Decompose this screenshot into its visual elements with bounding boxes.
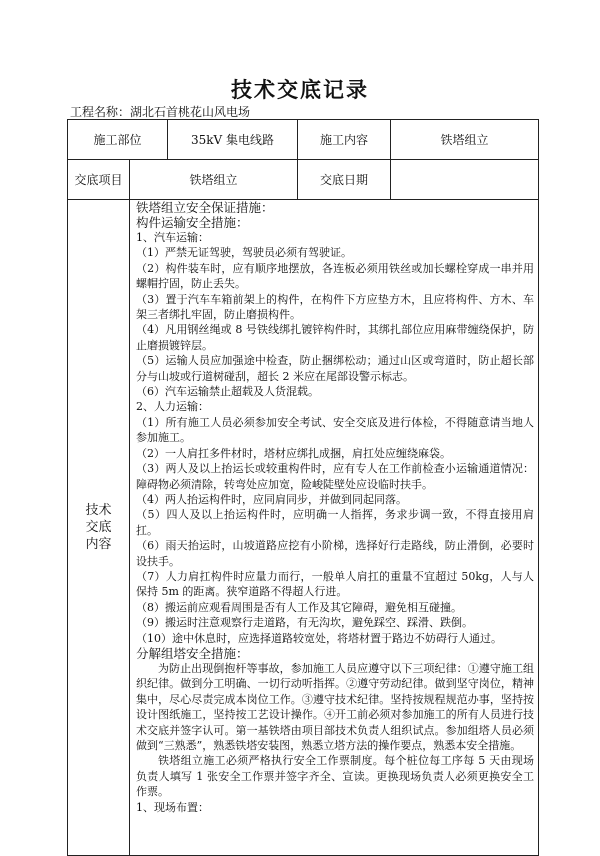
content-paragraph: （1）所有施工人员必须参加安全考试、安全交底及进行体检，不得随意请当地人参加施工。 <box>136 415 535 445</box>
content-paragraph: （6）汽车运输禁止超载及人货混载。 <box>136 385 319 399</box>
section-heading: 铁塔组立安全保证措施： <box>136 200 274 215</box>
table-row <box>68 200 539 856</box>
content-paragraph: （8）搬运前应观看周围是否有人工作及其它障碍，避免相互碰撞。 <box>136 600 462 614</box>
content-paragraph: （2）构件装车时，应有顺序地摆放，各连板必须用铁丝或加长螺栓穿成一串并用螺帽拧固，防止丢失。 <box>136 261 535 291</box>
content-paragraph: （1）严禁无证驾驶，驾驶员必须有驾驶证。 <box>136 246 352 260</box>
content-paragraph: （6）雨天抬运时，山坡道路应挖有小阶梯，选择好行走路线，防止滑倒，必要时设扶手。 <box>136 539 535 568</box>
content-paragraph: 为防止出现倒抱杆等事故，参加施工人员应遵守以下三项纪律：①遵守施工组织纪律。做到分工明确、一切行动听指挥。②遵守劳动纪律。做到坚守岗位，精神集中，尽心尽责完成本岗位工作。③遵守技术纪律。坚持按规程规范办事，坚持按设计图纸施工，坚持按工艺设计操作。④开工前必须对参加施工的所有人员进行技术交底并签字认可。第一基铁塔由项目部技术负责人组织试点。参加组塔人员必须做到“三熟悉”，熟悉铁塔安装图，熟悉立塔方法的操作要点，熟悉本安全措施。 <box>136 661 535 752</box>
content-paragraph: （5）四人及以上抬运构件时，应明确一人指挥，务求步调一致，不得直接用肩扛。 <box>136 508 535 537</box>
content-side-label <box>68 200 130 856</box>
date-label-cell: 交底日期 <box>298 160 391 200</box>
content-paragraph: （9）搬运时注意观察行走道路，有无沟坎，避免踩空、踩滑、跌倒。 <box>136 616 473 630</box>
section-heading: 构件运输安全措施： <box>136 215 249 230</box>
dept-label-cell: 施工部位 <box>68 120 168 160</box>
content-paragraph: 1、现场布置： <box>136 800 209 814</box>
content-paragraph: （10）途中休息时，应选择道路较宽处，将塔材置于路边不妨碍行人通过。 <box>136 631 502 645</box>
content-cell <box>130 200 539 856</box>
table-row <box>68 120 539 160</box>
document-title: 技术交底记录 <box>231 78 369 102</box>
handover-table <box>67 119 539 856</box>
date-value-cell <box>391 160 539 200</box>
content-paragraph: （7）人力肩扛构件时应量力而行，一般单人肩扛的重量不宜超过 50kg，人与人保持 5m 的距离。狭窄道路不得超人行进。 <box>136 569 535 599</box>
content-value-cell: 铁塔组立 <box>391 120 539 160</box>
content-paragraph: 铁塔组立施工必须严格执行安全工作票制度。每个桩位每工序每 5 天由现场负责人填写 1 张安全工作票并签字齐全、宣读。更换现场负责人必须更换安全工作票。 <box>136 754 535 799</box>
item-value-cell: 铁塔组立 <box>130 160 298 200</box>
project-label: 工程名称： <box>70 105 131 119</box>
content-paragraph: （3）置于汽车车箱前架上的构件，在构件下方应垫方木，且应将构件、方木、车架三者绑扎牢固，防止磨损构件。 <box>136 292 535 322</box>
content-paragraph: （4）两人抬运构件时，应同肩同步，并做到同起同落。 <box>136 492 407 506</box>
project-name-line <box>70 103 250 120</box>
content-paragraph: （5）运输人员应加强途中检查，防止捆绑松动；通过山区或弯道时，防止超长部分与山坡或行道树碰刮，超长 2 米应在尾部设警示标志。 <box>136 354 535 383</box>
table-row <box>68 160 539 200</box>
item-label-cell: 交底项目 <box>68 160 130 200</box>
content-label-cell: 施工内容 <box>298 120 391 160</box>
content-paragraph: （2）一人肩扛多件材时，塔材应绑扎成捆，肩扛处应缠绕麻袋。 <box>136 446 451 460</box>
project-name: 湖北石首桃花山风电场 <box>130 105 251 119</box>
dept-value-cell: 35kV 集电线路 <box>168 120 298 160</box>
side-label-text: 技术 交底 内容 <box>85 503 112 552</box>
content-paragraph: （4）凡用钢丝绳或 8 号铁线绑扎镀锌构件时，其绑扎部位应用麻带缠绕保护，防止磨损镀锌层。 <box>136 323 535 352</box>
content-paragraph: 2、人力运输： <box>136 400 209 414</box>
content-paragraph: （3）两人及以上抬运长或较重构件时，应有专人在工作前检查小运输通道情况：障碍物必须清除，转弯处应加宽，险峻陡壁处应设临时扶手。 <box>136 462 535 491</box>
content-paragraph: 1、汽车运输： <box>136 231 209 244</box>
section-heading: 分解组塔安全措施： <box>136 645 249 661</box>
content-body <box>136 200 534 855</box>
